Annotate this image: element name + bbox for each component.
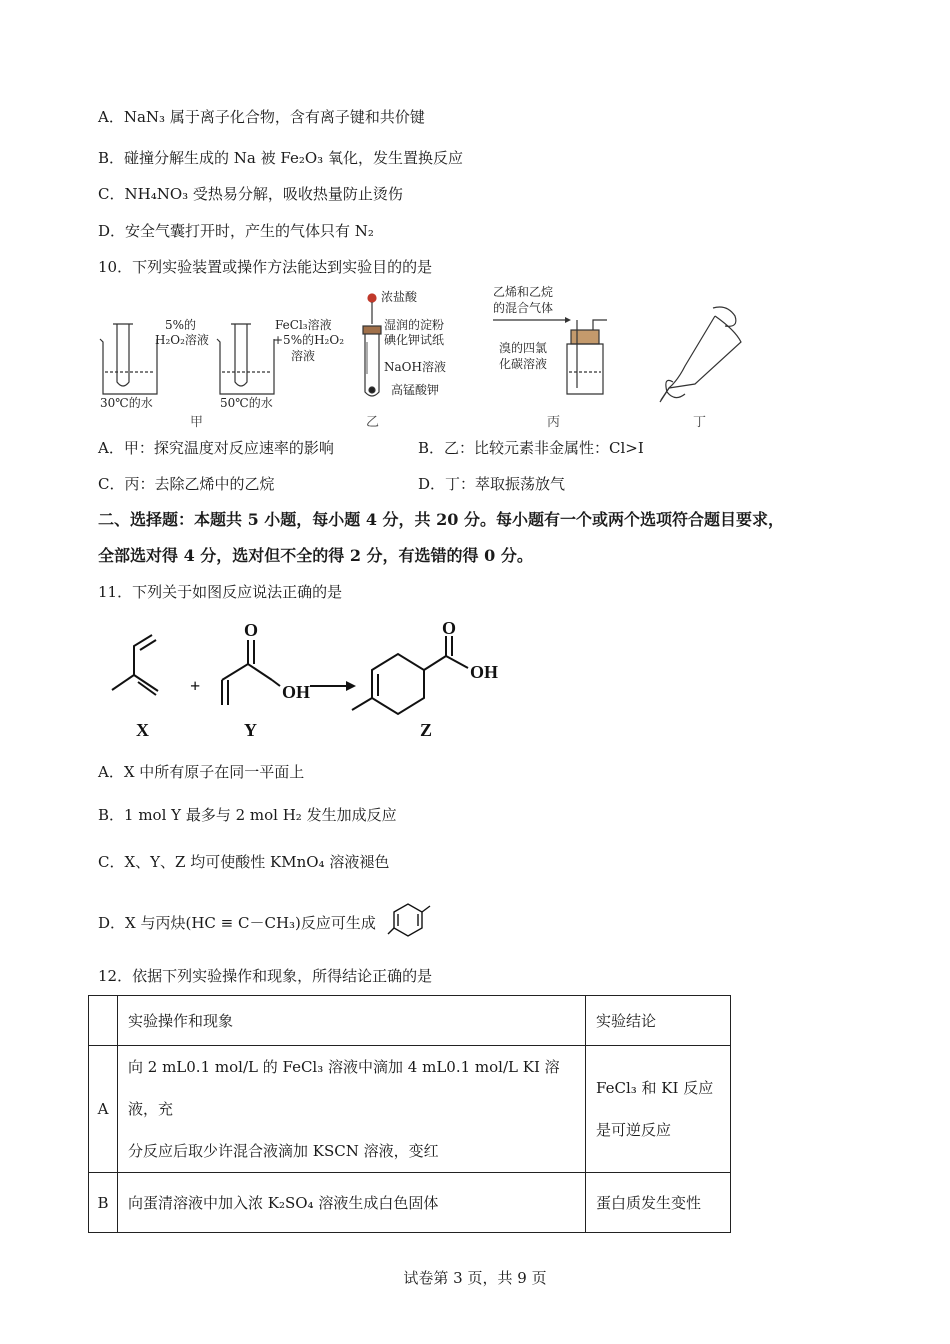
q10-option-b: B．乙：比较元素非金属性：Cl>I (418, 439, 644, 457)
q11-stem: 11．下列关于如图反应说法正确的是 (98, 583, 343, 601)
q11-option-d: D．X 与丙炔(HC ≡ C－CH₃)反应可生成 (98, 914, 376, 932)
jia-right-water: 50℃的水 (220, 396, 273, 410)
row-a-conclusion: FeCl₃ 和 KI 反应 是可逆反应 (586, 1046, 731, 1173)
bing-label-2: 的混合气体 (493, 301, 554, 315)
jia-right-label-1: FeCl₃溶液 (275, 318, 332, 332)
header-key (89, 996, 118, 1046)
yi-label-paper-1: 湿润的淀粉 (384, 318, 445, 332)
q9-option-c: C．NH₄NO₃ 受热易分解，吸收热量防止烫伤 (98, 185, 403, 203)
q12-table (88, 995, 731, 1233)
table-header-row (89, 996, 731, 1046)
q9-option-d: D．安全气囊打开时，产生的气体只有 N₂ (98, 222, 374, 240)
section2-heading-line2: 全部选对得 4 分，选对但不全的得 2 分，有选错的得 0 分。 (98, 546, 533, 565)
jia-right-beaker (217, 324, 274, 394)
table-row (89, 1173, 731, 1233)
bing-bottle (567, 320, 607, 394)
caption-ding: 丁 (693, 415, 707, 430)
yi-label-paper-2: 碘化钾试纸 (384, 333, 445, 347)
header-conclusion: 实验结论 (586, 996, 731, 1046)
caption-jia: 甲 (190, 415, 204, 430)
q10-stem: 10．下列实验装置或操作方法能达到实验目的的是 (98, 258, 433, 276)
label-y: Y (244, 720, 257, 740)
header-operation: 实验操作和现象 (118, 996, 586, 1046)
yi-test-tube (363, 294, 381, 396)
ding-funnel (660, 307, 741, 402)
q10-option-a: A．甲：探究温度对反应速率的影响 (98, 439, 334, 457)
jia-left-beaker (100, 324, 157, 394)
bing-label-1: 乙烯和乙烷 (493, 285, 554, 299)
section2-heading-line1: 二、选择题：本题共 5 小题，每小题 4 分，共 20 分。每小题有一个或两个选项符合题目要求， (98, 510, 784, 529)
z-hydroxyl: OH (470, 662, 499, 682)
q10-option-c: C．丙：去除乙烯中的乙烷 (98, 475, 275, 493)
caption-bing: 丙 (547, 415, 561, 430)
row-a-operation: 向 2 mL0.1 mol/L 的 FeCl₃ 溶液中滴加 4 mL0.1 mol/L KI 溶液，充 分反应后取少许混合液滴加 KSCN 溶液，变红 (118, 1046, 586, 1173)
row-b-conclusion: 蛋白质发生变性 (586, 1173, 731, 1233)
row-b-key: B (89, 1173, 118, 1233)
q10-apparatus-figure (95, 284, 755, 434)
row-b-operation: 向蛋清溶液中加入浓 K₂SO₄ 溶液生成白色固体 (118, 1173, 586, 1233)
bing-label-4: 化碳溶液 (499, 357, 548, 371)
label-z: Z (420, 720, 433, 740)
q11-option-a: A．X 中所有原子在同一平面上 (98, 763, 305, 781)
yi-label-hcl: 浓盐酸 (381, 290, 418, 304)
q12-stem: 12．依据下列实验操作和现象，所得结论正确的是 (98, 967, 433, 985)
label-x: X (136, 720, 149, 740)
jia-right-label-2: +5%的H₂O₂ (273, 333, 345, 347)
q11-option-d-structure (384, 898, 436, 944)
table-row (89, 1046, 731, 1173)
q11-reaction-scheme (100, 618, 520, 743)
y-hydroxyl: OH (282, 682, 311, 702)
q10-option-d: D．丁：萃取振荡放气 (418, 475, 566, 493)
z-oxygen: O (442, 618, 457, 638)
yi-label-naoh: NaOH溶液 (384, 360, 446, 374)
jia-left-label-1: 5%的 (165, 318, 197, 332)
jia-left-water: 30℃的水 (100, 396, 153, 410)
jia-left-label-2: H₂O₂溶液 (155, 333, 209, 347)
q11-option-b: B．1 mol Y 最多与 2 mol H₂ 发生加成反应 (98, 806, 397, 824)
q9-option-a: A．NaN₃ 属于离子化合物，含有离子键和共价键 (98, 108, 425, 126)
row-a-key: A (89, 1046, 118, 1173)
bing-label-3: 溴的四氯 (499, 341, 548, 355)
q9-option-b: B．碰撞分解生成的 Na 被 Fe₂O₃ 氧化，发生置换反应 (98, 149, 463, 167)
yi-label-kmno4: 高锰酸钾 (391, 383, 440, 397)
page-footer: 试卷第 3 页，共 9 页 (403, 1269, 547, 1287)
y-oxygen: O (244, 620, 259, 640)
caption-yi: 乙 (366, 415, 380, 430)
jia-right-label-3: 溶液 (291, 349, 316, 363)
q11-option-c: C．X、Y、Z 均可使酸性 KMnO₄ 溶液褪色 (98, 853, 390, 871)
plus-sign: + (190, 676, 201, 696)
